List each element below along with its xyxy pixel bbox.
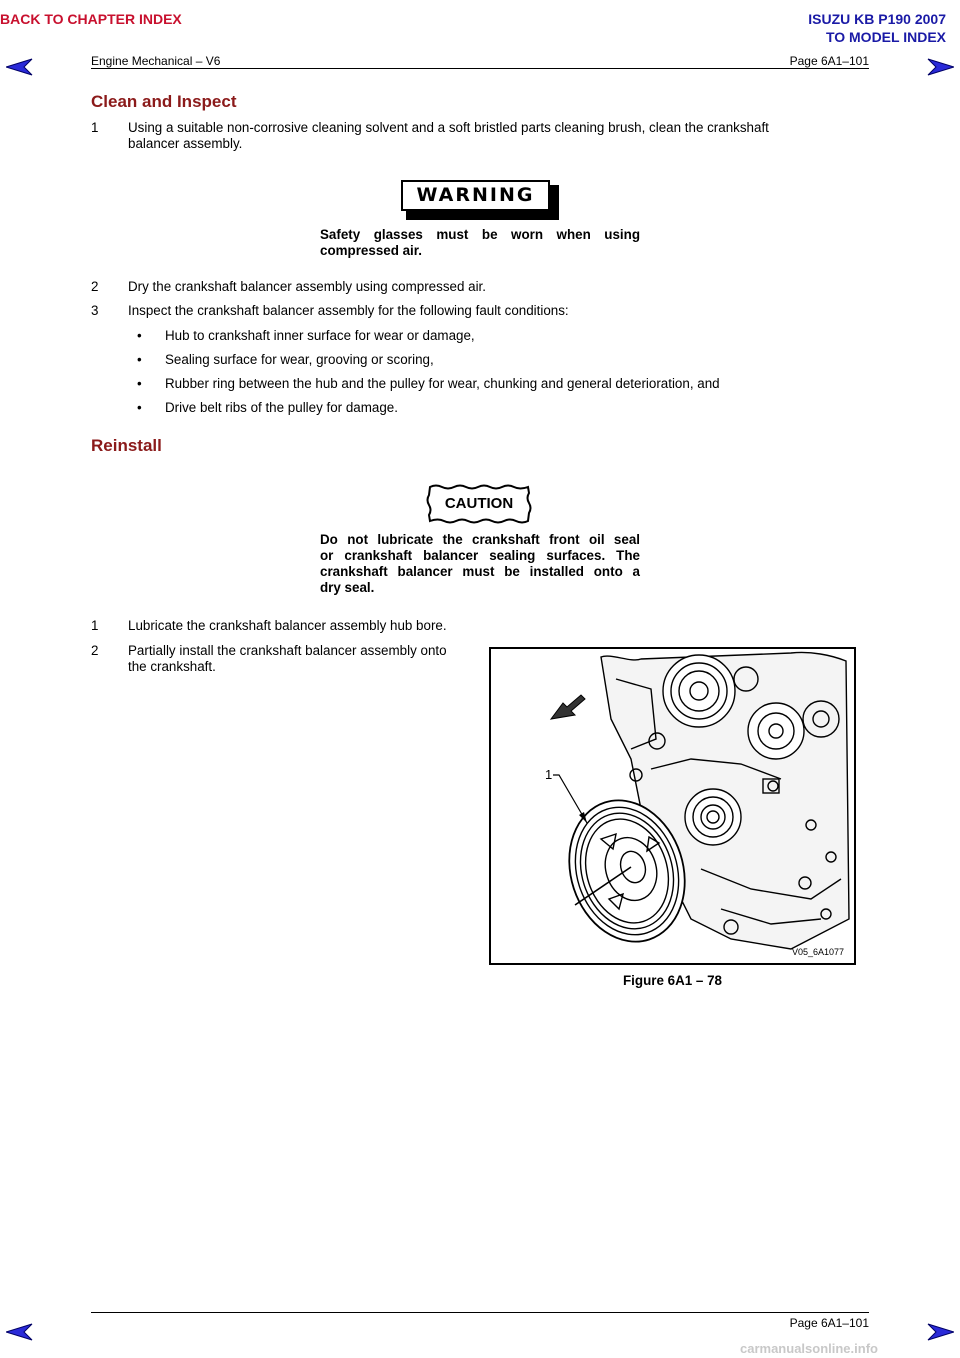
- model-title-link[interactable]: ISUZU KB P190 2007: [808, 11, 946, 27]
- step-number: 3: [91, 303, 99, 318]
- step-text: Dry the crankshaft balancer assembly using compressed air.: [128, 279, 486, 294]
- list-item: [91, 618, 491, 634]
- step-text: Inspect the crankshaft balancer assembly for the following fault conditions:: [128, 303, 569, 318]
- caution-line: Do not lubricate the crankshaft front oil seal: [320, 532, 640, 547]
- warning-label: WARNING: [401, 180, 550, 211]
- caution-text: [320, 532, 640, 596]
- warning-line: compressed air.: [320, 243, 422, 258]
- bullet-text: Hub to crankshaft inner surface for wear or damage,: [165, 328, 475, 343]
- step-text: balancer assembly.: [128, 136, 243, 151]
- watermark-link[interactable]: carmanualsonline.info: [740, 1341, 878, 1356]
- list-item: [91, 120, 871, 152]
- to-model-index-link[interactable]: TO MODEL INDEX: [825, 29, 946, 45]
- step-text: Using a suitable non-corrosive cleaning solvent and a soft bristled parts cleaning brush, clean the crankshaft: [128, 120, 769, 135]
- warning-text: [320, 227, 640, 259]
- back-to-chapter-index-link[interactable]: BACK TO CHAPTER INDEX: [0, 11, 182, 27]
- bullet-dot-icon: •: [137, 400, 142, 415]
- next-page-arrow-icon[interactable]: [926, 58, 954, 76]
- footer-page-number: Page 6A1–101: [789, 1316, 869, 1330]
- section-title-reinstall: Reinstall: [91, 436, 162, 455]
- next-page-arrow-icon[interactable]: [926, 1323, 954, 1341]
- bullet-dot-icon: •: [137, 328, 142, 343]
- caution-line: dry seal.: [320, 580, 375, 595]
- step-number: 2: [91, 643, 99, 658]
- caution-label: CAUTION: [444, 495, 514, 512]
- warning-badge: [401, 180, 559, 220]
- warning-line: Safety glasses must be worn when using: [320, 227, 640, 242]
- step-number: 1: [91, 618, 99, 633]
- header-section-title: Engine Mechanical – V6: [91, 54, 221, 68]
- engine-illustration-icon: [491, 649, 854, 963]
- header-rule: [91, 68, 869, 69]
- list-item: [91, 303, 871, 319]
- figure-caption: Figure 6A1 – 78: [623, 973, 722, 988]
- bullet-text: Sealing surface for wear, grooving or scoring,: [165, 352, 434, 367]
- step-number: 1: [91, 120, 99, 135]
- list-item: [91, 279, 871, 295]
- figure-crankshaft-balancer: [489, 647, 856, 965]
- footer-rule: [91, 1312, 869, 1313]
- step-text: Partially install the crankshaft balancer assembly onto: [128, 643, 447, 658]
- figure-code: V05_6A1077: [791, 947, 844, 957]
- bullet-dot-icon: •: [137, 376, 142, 391]
- section-title-clean-inspect: Clean and Inspect: [91, 92, 237, 111]
- bullet-text: Drive belt ribs of the pulley for damage.: [165, 400, 398, 415]
- list-item: [91, 643, 491, 675]
- caution-badge: [426, 484, 532, 524]
- bullet-dot-icon: •: [137, 352, 142, 367]
- bullet-text: Rubber ring between the hub and the pulley for wear, chunking and general deterioration, and: [165, 376, 720, 391]
- step-number: 2: [91, 279, 99, 294]
- previous-page-arrow-icon[interactable]: [6, 1323, 34, 1341]
- step-text: Lubricate the crankshaft balancer assembly hub bore.: [128, 618, 447, 633]
- header-page-number: Page 6A1–101: [789, 54, 869, 68]
- caution-line: or crankshaft balancer sealing surfaces. The: [320, 548, 640, 563]
- figure-callout-number: 1: [545, 767, 553, 782]
- previous-page-arrow-icon[interactable]: [6, 58, 34, 76]
- caution-line: crankshaft balancer must be installed onto a: [320, 564, 640, 579]
- step-text: the crankshaft.: [128, 659, 216, 674]
